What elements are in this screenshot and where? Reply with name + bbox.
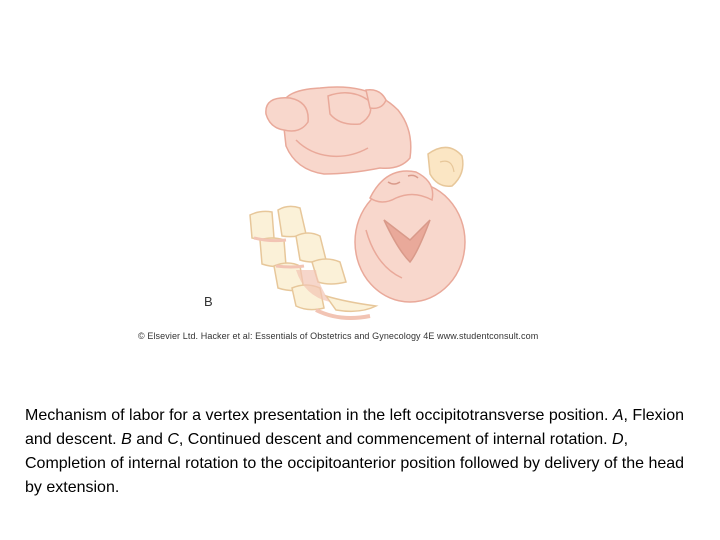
vertebra-5 [278, 206, 306, 236]
copyright-credit: © Elsevier Ltd. Hacker et al: Essentials of Obstetrics and Gynecology 4E www.studentconsult.com [138, 331, 539, 341]
caption-lead: Mechanism of labor for a vertex presentation in the left occipitotransverse position. [25, 407, 613, 424]
figure-caption [25, 404, 705, 500]
caption-d-label: D [612, 431, 624, 448]
caption-a-label: A [612, 407, 624, 424]
caption-b-mid: and [131, 431, 168, 448]
vertebra-6 [296, 233, 326, 262]
caption-a-text: , Flexion and descent. [25, 407, 684, 448]
panel-label-b: B [204, 294, 213, 309]
vertebra-1 [250, 211, 274, 239]
labor-mechanism-figure [138, 70, 560, 341]
caption-c-label: C [167, 431, 179, 448]
caption-b-label: B [121, 431, 132, 448]
caption-d-text: , Completion of internal rotation to the occipitoanterior position followed by delivery of the head by extension. [25, 431, 685, 496]
fetal-ear [428, 147, 463, 186]
coccyx [326, 296, 376, 311]
fetal-hand [366, 90, 386, 109]
fetal-arm-1 [266, 98, 308, 131]
vertebra-2 [260, 238, 286, 267]
caption-c-text: , Continued descent and commencement of internal rotation. [178, 431, 613, 448]
fetus-pelvis-illustration [200, 70, 560, 340]
disc-2 [276, 266, 304, 267]
